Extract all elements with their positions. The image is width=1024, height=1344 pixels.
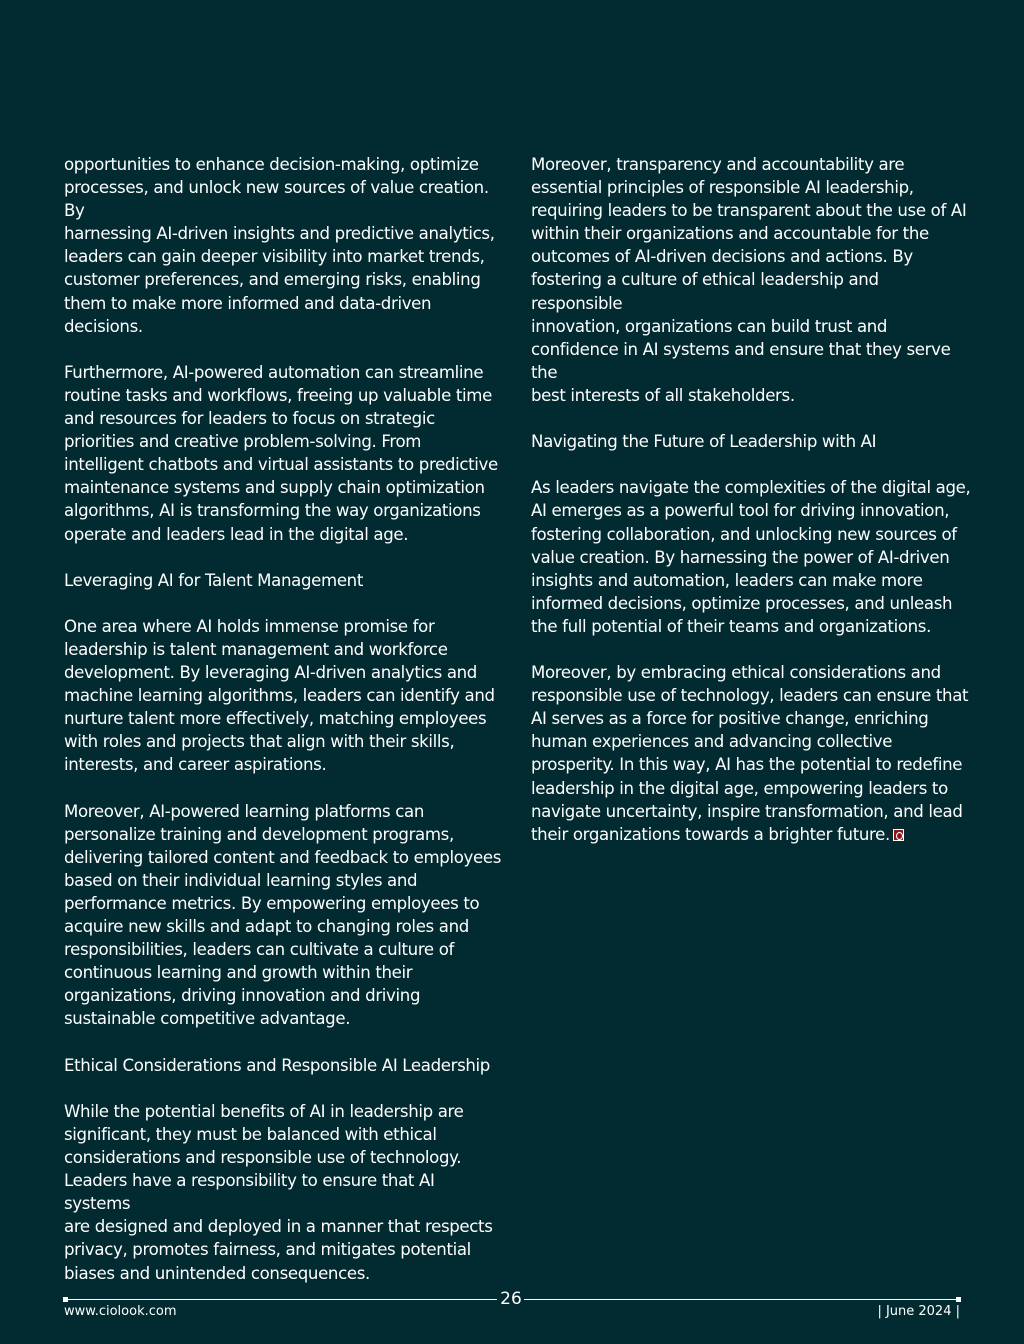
paragraph: Moreover, AI-powered learning platforms can personalize training and development programs, delivering tailored content and feedback to employees based on their individual learning styles and performance metrics. By empowering employees to acquire new skills and adapt to changing roles and responsibilities, leaders can cultivate a culture of continuous learning and growth within their organizations, driving innovation and driving sustainable competitive advantage.	[64, 801, 502, 1029]
footer-website-link[interactable]: www.ciolook.com	[64, 1304, 177, 1319]
paragraph-final-text: Moreover, by embracing ethical considerations and responsible use of technology, leaders can ensure that AI serves as a force for positive change, enriching human experiences and advancing collective prosperity. In this way, AI has the potential to redefine leadership in the digital age, empowering leaders to navigate uncertainty, inspire transformation, and lead their organizations towards a brighter future.	[531, 663, 969, 844]
article-column-right	[531, 153, 971, 869]
end-of-article-logo-icon	[893, 829, 904, 841]
footer-rule-right	[524, 1299, 958, 1300]
paragraph: While the potential benefits of AI in leadership are significant, they must be balanced with ethical considerations and responsible use of technology. Leaders have a responsibility to ensure that AI systems are designed and deployed in a manner that respects privacy, promotes fairness, and mitigates potential biases and unintended consequences.	[64, 1101, 493, 1283]
paragraph: opportunities to enhance decision-making, optimize processes, and unlock new sources of value creation. By harnessing AI-driven insights and predictive analytics, leaders can gain deeper visibility into market trends, customer preferences, and emerging risks, enabling them to make more informed and data-driven decisions.	[64, 155, 495, 336]
paragraph: As leaders navigate the complexities of the digital age, AI emerges as a powerful tool for driving innovation, fostering collaboration, and unlocking new sources of value creation. By harnessing the power of AI-driven insights and automation, leaders can make more informed decisions, optimize processes, and unleash the full potential of their teams and organizations.	[531, 478, 971, 636]
footer-rule-left	[64, 1299, 497, 1300]
paragraph: Furthermore, AI-powered automation can streamline routine tasks and workflows, freeing up valuable time and resources for leaders to focus on strategic priorities and creative problem-solving. From intelligent chatbots and virtual assistants to predictive maintenance systems and supply chain optimization algorithms, AI is transforming the way organizations operate and leaders lead in the digital age.	[64, 362, 498, 544]
section-heading: Leveraging AI for Talent Management	[64, 570, 363, 590]
section-heading: Navigating the Future of Leadership with AI	[531, 432, 877, 452]
footer-rule-end-right	[956, 1297, 961, 1302]
footer-issue-date: | June 2024 |	[877, 1304, 960, 1319]
article-column-left	[64, 153, 504, 1308]
paragraph: Moreover, transparency and accountability are essential principles of responsible AI leadership, requiring leaders to be transparent about the use of AI within their organizations and accountable for the outcomes of AI-driven decisions and actions. By fostering a culture of ethical leadership and responsible innovation, organizations can build trust and confidence in AI systems and ensure that they serve the best interests of all stakeholders.	[531, 155, 967, 405]
page-number: 26	[500, 1289, 522, 1309]
paragraph-final	[531, 661, 971, 846]
paragraph: One area where AI holds immense promise for leadership is talent management and workforce development. By leveraging AI-driven analytics and machine learning algorithms, leaders can identify and nurture talent more effectively, matching employees with roles and projects that align with their skills, interests, and career aspirations.	[64, 616, 495, 775]
section-heading: Ethical Considerations and Responsible AI Leadership	[64, 1055, 490, 1075]
